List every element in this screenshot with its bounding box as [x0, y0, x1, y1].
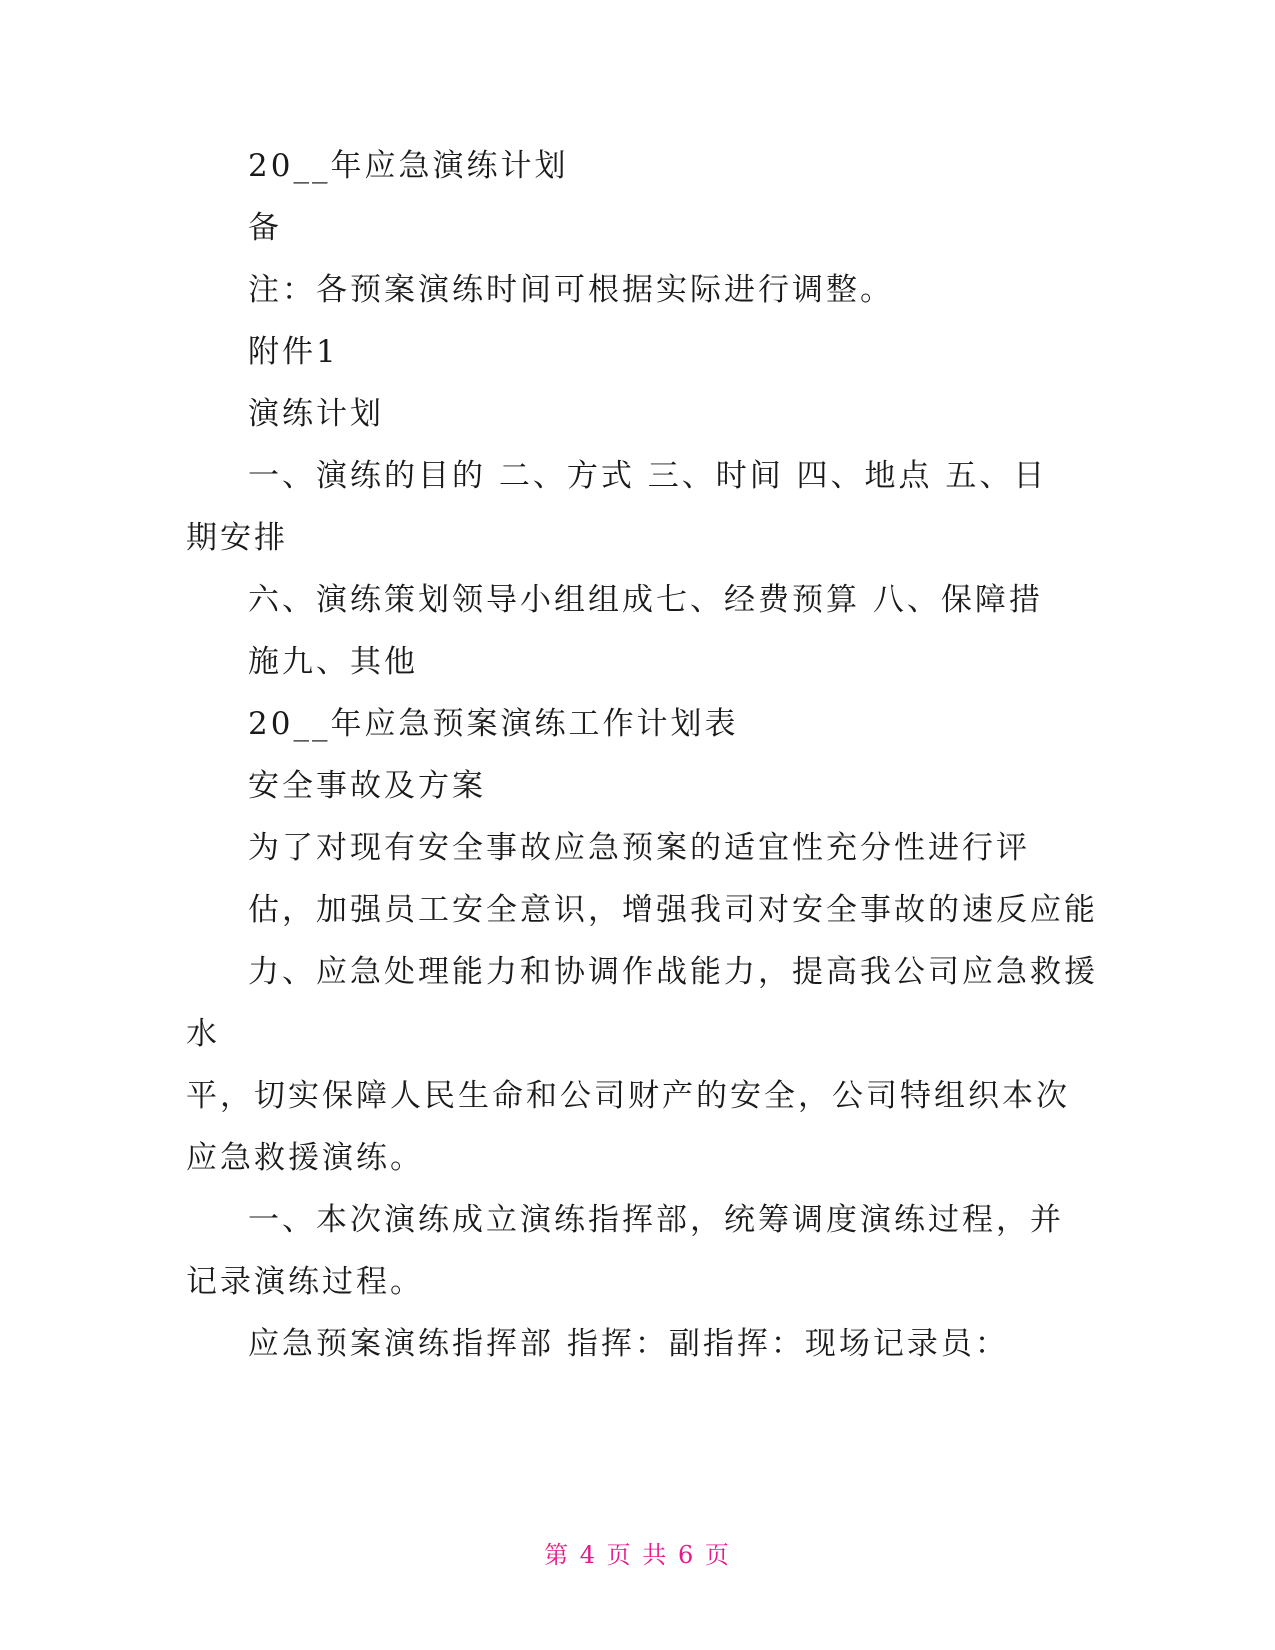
text-line: 力、应急处理能力和协调作战能力，提高我公司应急救援: [248, 954, 1098, 990]
text-line: 平，切实保障人民生命和公司财产的安全，公司特组织本次: [186, 1078, 1070, 1114]
text-line: 估，加强员工安全意识，增强我司对安全事故的速反应能: [248, 892, 1098, 928]
text-line: 期安排: [186, 520, 288, 556]
text-line: 安全事故及方案: [248, 768, 486, 804]
text-line: 附件1: [248, 334, 339, 370]
text-line: 为了对现有安全事故应急预案的适宜性充分性进行评: [248, 830, 1030, 866]
text-line: 一、演练的目的 二、方式 三、时间 四、地点 五、日: [248, 458, 1048, 494]
text-line: 注：各预案演练时间可根据实际进行调整。: [248, 272, 894, 308]
text-line: 应急救援演练。: [186, 1140, 424, 1176]
text-line: 备: [248, 210, 282, 246]
text-line: 水: [186, 1016, 220, 1052]
text-line: 六、演练策划领导小组组成七、经费预算 八、保障措: [248, 582, 1043, 618]
text-line: 应急预案演练指挥部 指挥：副指挥：现场记录员：: [248, 1326, 1009, 1362]
text-line: 演练计划: [248, 396, 384, 432]
text-line: 20__年应急预案演练工作计划表: [248, 706, 739, 742]
text-line: 记录演练过程。: [186, 1264, 424, 1300]
text-line: 20__年应急演练计划: [248, 148, 569, 184]
text-line: 施九、其他: [248, 644, 418, 680]
page-number-footer: 第 4 页 共 6 页: [544, 1541, 731, 1569]
text-line: 一、本次演练成立演练指挥部，统筹调度演练过程，并: [248, 1202, 1064, 1238]
